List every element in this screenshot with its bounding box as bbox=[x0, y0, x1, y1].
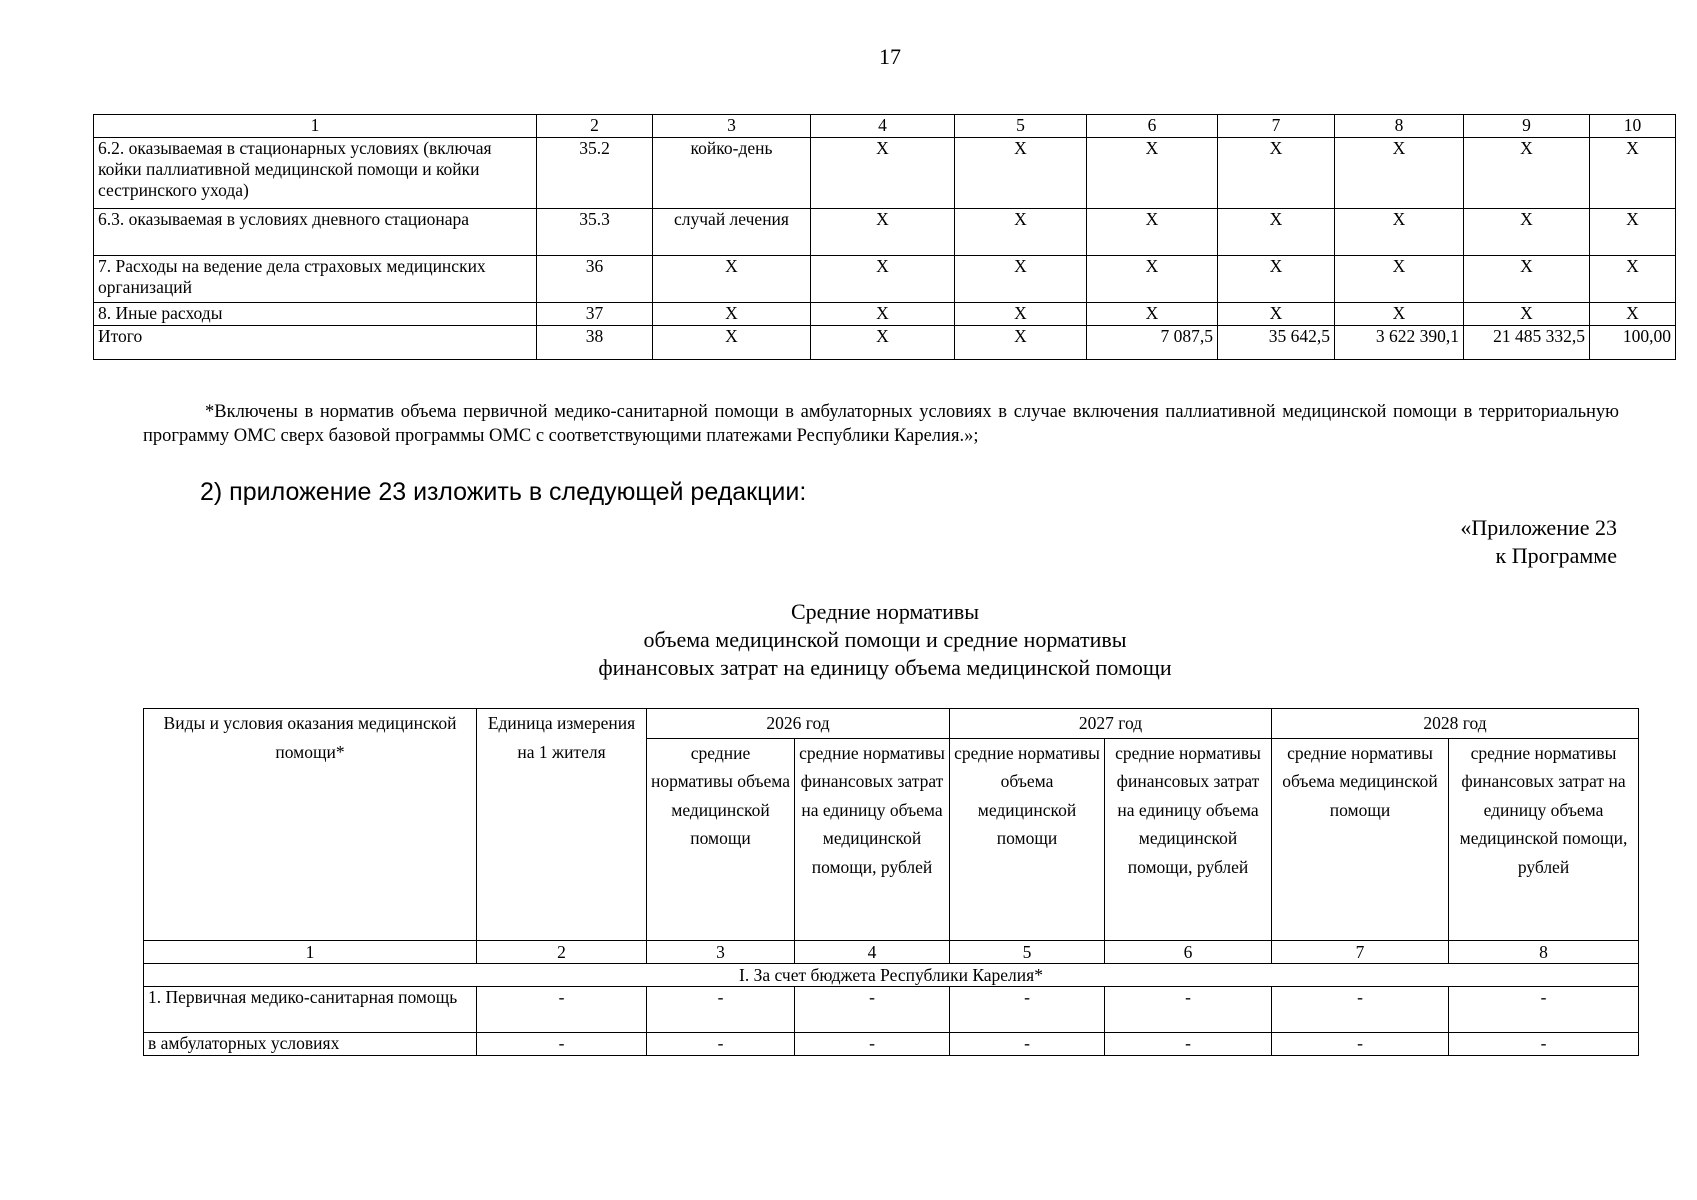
table-row bbox=[144, 1032, 1639, 1055]
subheader-cost: средние нормативы финансовых затрат на единицу объема медицинской помощи, рублей bbox=[795, 738, 950, 940]
table-row bbox=[94, 209, 1676, 256]
column-number: 9 bbox=[1464, 115, 1590, 138]
table-cell: - bbox=[1272, 1032, 1449, 1055]
document-title bbox=[540, 598, 1230, 682]
appendix-line: «Приложение 23 bbox=[1460, 515, 1617, 540]
column-number: 3 bbox=[653, 115, 811, 138]
table-cell: X bbox=[811, 138, 955, 209]
column-number: 5 bbox=[955, 115, 1087, 138]
table-cell: X bbox=[1087, 209, 1218, 256]
table-cell: - bbox=[1449, 1032, 1639, 1055]
appendix-line: к Программе bbox=[1495, 543, 1617, 568]
table-cell: - bbox=[950, 986, 1105, 1032]
table-cell: - bbox=[477, 986, 647, 1032]
row-label: 8. Иные расходы bbox=[94, 303, 537, 326]
total-row bbox=[94, 326, 1676, 360]
row-label: в амбулаторных условиях bbox=[144, 1032, 477, 1055]
table-cell: X bbox=[955, 138, 1087, 209]
table-cell: X bbox=[653, 256, 811, 303]
table-cell: X bbox=[1335, 209, 1464, 256]
table-cell: X bbox=[1087, 138, 1218, 209]
table-cell: случай лечения bbox=[653, 209, 811, 256]
column-number: 4 bbox=[811, 115, 955, 138]
row-label: 6.3. оказываемая в условиях дневного стационара bbox=[94, 209, 537, 256]
table-cell: X bbox=[1335, 303, 1464, 326]
table-row bbox=[94, 256, 1676, 303]
table-row bbox=[144, 986, 1639, 1032]
table-cell: X bbox=[1590, 303, 1676, 326]
table-header-row bbox=[144, 709, 1639, 739]
table-cell: X bbox=[653, 326, 811, 360]
table-row bbox=[94, 138, 1676, 209]
table-cell: 21 485 332,5 bbox=[1464, 326, 1590, 360]
table-cell: X bbox=[1335, 138, 1464, 209]
column-number: 4 bbox=[795, 940, 950, 963]
table-cell: - bbox=[1449, 986, 1639, 1032]
table-cell: X bbox=[1464, 209, 1590, 256]
column-number: 6 bbox=[1105, 940, 1272, 963]
title-line: финансовых затрат на единицу объема медицинской помощи bbox=[598, 655, 1172, 680]
year-header: 2027 год bbox=[950, 709, 1272, 739]
table-cell: X bbox=[1590, 256, 1676, 303]
subheader-volume: средние нормативы объема медицинской помощи bbox=[647, 738, 795, 940]
table-cell: 38 bbox=[537, 326, 653, 360]
table-cell: X bbox=[653, 303, 811, 326]
appendix-label bbox=[1460, 514, 1617, 570]
table-cell: X bbox=[1590, 209, 1676, 256]
column-header-kind: Виды и условия оказания медицинской помощи* bbox=[144, 709, 477, 941]
table-cell: X bbox=[955, 303, 1087, 326]
section-row bbox=[144, 963, 1639, 986]
year-header: 2026 год bbox=[647, 709, 950, 739]
table-cell: X bbox=[1218, 138, 1335, 209]
table-cell: койко-день bbox=[653, 138, 811, 209]
table-cell: 35.2 bbox=[537, 138, 653, 209]
table-cell: X bbox=[955, 256, 1087, 303]
column-number: 1 bbox=[144, 940, 477, 963]
table-cell: - bbox=[1105, 986, 1272, 1032]
title-line: Средние нормативы bbox=[790, 599, 980, 624]
table-cell: 36 bbox=[537, 256, 653, 303]
table-cell: X bbox=[955, 209, 1087, 256]
subheader-volume: средние нормативы объема медицинской помощи bbox=[1272, 738, 1449, 940]
table-cell: - bbox=[1272, 986, 1449, 1032]
table-cell: X bbox=[1218, 256, 1335, 303]
table-cell: X bbox=[1218, 303, 1335, 326]
column-number: 7 bbox=[1218, 115, 1335, 138]
column-number: 8 bbox=[1335, 115, 1464, 138]
row-label: Итого bbox=[94, 326, 537, 360]
table-cell: - bbox=[795, 1032, 950, 1055]
table-cell: X bbox=[811, 209, 955, 256]
row-label: 6.2. оказываемая в стационарных условиях (включая койки паллиативной медицинской помощи и койки сестринского ухода) bbox=[94, 138, 537, 209]
table-cell: X bbox=[1087, 256, 1218, 303]
table-cell: - bbox=[647, 986, 795, 1032]
table-cell: 37 bbox=[537, 303, 653, 326]
column-number-row bbox=[144, 940, 1639, 963]
table-cell: X bbox=[1335, 256, 1464, 303]
column-number: 3 bbox=[647, 940, 795, 963]
table-cell: 7 087,5 bbox=[1087, 326, 1218, 360]
table-cell: X bbox=[1464, 256, 1590, 303]
row-label: 7. Расходы на ведение дела страховых медицинских организаций bbox=[94, 256, 537, 303]
subheader-cost: средние нормативы финансовых затрат на единицу объема медицинской помощи, рублей bbox=[1449, 738, 1639, 940]
table-cell: X bbox=[1218, 209, 1335, 256]
table-cell: X bbox=[1464, 138, 1590, 209]
column-number: 2 bbox=[477, 940, 647, 963]
column-number: 7 bbox=[1272, 940, 1449, 963]
table-cell: 3 622 390,1 bbox=[1335, 326, 1464, 360]
table-cell: X bbox=[1464, 303, 1590, 326]
table-row bbox=[94, 303, 1676, 326]
table-cell: X bbox=[811, 256, 955, 303]
page-number: 17 bbox=[879, 44, 901, 69]
table-cell: - bbox=[477, 1032, 647, 1055]
column-number: 10 bbox=[1590, 115, 1676, 138]
table-cell: - bbox=[1105, 1032, 1272, 1055]
subheader-cost: средние нормативы финансовых затрат на единицу объема медицинской помощи, рублей bbox=[1105, 738, 1272, 940]
column-number: 6 bbox=[1087, 115, 1218, 138]
year-header: 2028 год bbox=[1272, 709, 1639, 739]
table-cell: 35 642,5 bbox=[1218, 326, 1335, 360]
column-number: 2 bbox=[537, 115, 653, 138]
table-cell: X bbox=[811, 303, 955, 326]
column-header-unit: Единица измерения на 1 жителя bbox=[477, 709, 647, 941]
footnote: *Включены в норматив объема первичной медико-санитарной помощи в амбулаторных условиях в случае включения паллиативной медицинской помощи в территориальную программу ОМС сверх базовой программы ОМС с соответствующими платежами Республики Карелия.»; bbox=[143, 402, 1619, 446]
table-header-row bbox=[94, 115, 1676, 138]
table-cell: X bbox=[1087, 303, 1218, 326]
column-number: 8 bbox=[1449, 940, 1639, 963]
amendment-item: 2) приложение 23 изложить в следующей редакции: bbox=[200, 478, 807, 506]
row-label: 1. Первичная медико-санитарная помощь bbox=[144, 986, 477, 1032]
table-cell: X bbox=[955, 326, 1087, 360]
table-cell: 100,00 bbox=[1590, 326, 1676, 360]
expenses-table bbox=[93, 114, 1676, 360]
column-number: 5 bbox=[950, 940, 1105, 963]
table-cell: X bbox=[811, 326, 955, 360]
table-cell: X bbox=[1590, 138, 1676, 209]
standards-table bbox=[143, 708, 1639, 1056]
table-cell: 35.3 bbox=[537, 209, 653, 256]
subheader-volume: средние нормативы объема медицинской помощи bbox=[950, 738, 1105, 940]
title-line: объема медицинской помощи и средние нормативы bbox=[643, 627, 1127, 652]
table-cell: - bbox=[795, 986, 950, 1032]
column-number: 1 bbox=[94, 115, 537, 138]
section-title: I. За счет бюджета Республики Карелия* bbox=[144, 963, 1639, 986]
table-cell: - bbox=[647, 1032, 795, 1055]
table-cell: - bbox=[950, 1032, 1105, 1055]
